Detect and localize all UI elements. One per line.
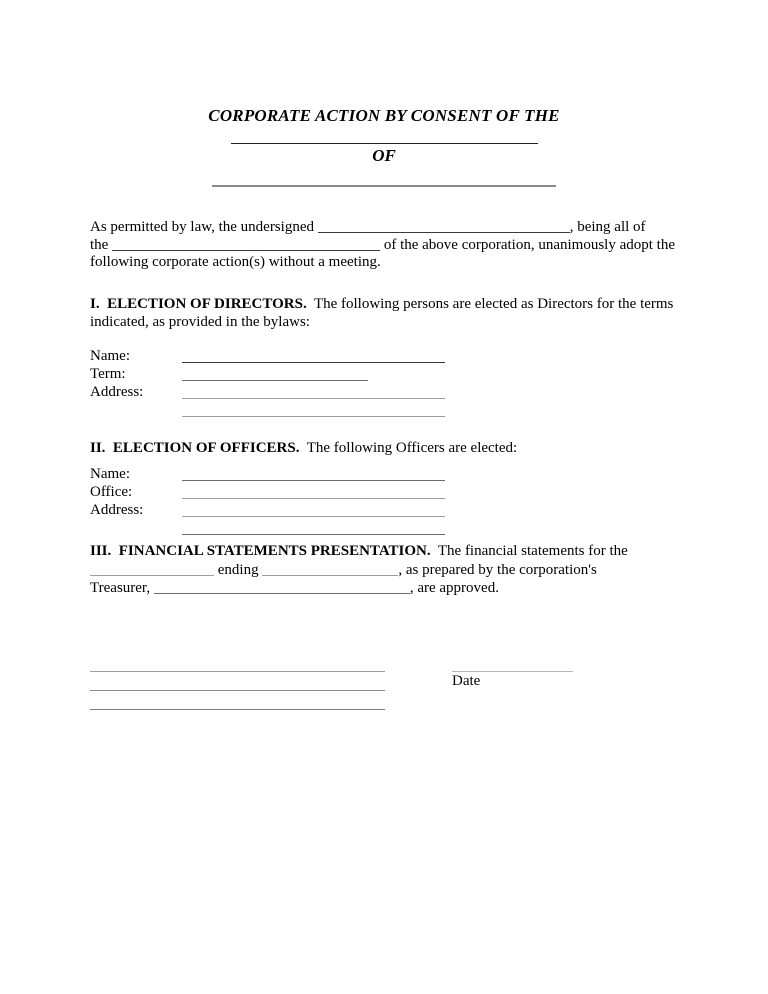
intro-text-1: As permitted by law, the undersigned xyxy=(90,219,318,235)
section-election-of-directors xyxy=(90,295,678,419)
field-label-empty xyxy=(90,519,182,537)
section2-heading-line xyxy=(90,439,678,457)
director-fields xyxy=(90,347,678,419)
section3-text-treasurer: Treasurer, xyxy=(90,580,154,596)
field-row-address-2 xyxy=(90,519,678,537)
intro-line-2 xyxy=(90,235,678,253)
signature-block xyxy=(90,654,678,710)
field-label-address: Address: xyxy=(90,384,144,400)
section3-text-prepared: , as prepared by the corporation's xyxy=(398,562,597,578)
intro-text-2: , being all of xyxy=(569,219,646,235)
section3-line-2 xyxy=(90,560,678,578)
field-label-empty xyxy=(90,401,182,419)
section1-heading: I. ELECTION OF DIRECTORS. xyxy=(90,296,307,312)
signature-blank-line-1 xyxy=(90,654,385,672)
section3-heading: III. FINANCIAL STATEMENTS PRESENTATION. xyxy=(90,543,431,559)
office-blank-line xyxy=(182,498,445,499)
field-label-name: Name: xyxy=(90,348,130,364)
title-of-undersigned-blank-line xyxy=(112,237,380,251)
signature-blank-line-2 xyxy=(90,672,385,691)
ending-date-blank-line xyxy=(262,562,398,576)
intro-line-3 xyxy=(90,253,678,271)
section2-heading: II. ELECTION OF OFFICERS. xyxy=(90,440,300,456)
section3-heading-line xyxy=(90,542,678,560)
field-label-office: Office: xyxy=(90,484,133,500)
intro-paragraph xyxy=(90,217,678,271)
period-blank-line xyxy=(90,562,214,576)
intro-text-4: of the above corporation, unanimously adopt the xyxy=(380,237,676,253)
name-blank-line xyxy=(182,362,445,363)
intro-line-1 xyxy=(90,217,678,235)
address-blank-line-2 xyxy=(182,534,445,535)
officer-fields xyxy=(90,465,678,537)
intro-text-5: following corporate action(s) without a meeting. xyxy=(90,254,381,270)
section1-heading-line xyxy=(90,295,678,313)
field-row-term xyxy=(90,365,678,383)
field-row-address xyxy=(90,383,678,401)
date-blank-line xyxy=(452,654,573,672)
document-title: CORPORATE ACTION BY CONSENT OF THE xyxy=(208,106,560,125)
address-blank-line xyxy=(182,398,445,399)
section1-lead2: indicated, as provided in the bylaws: xyxy=(90,314,310,330)
field-label-name: Name: xyxy=(90,466,130,482)
field-row-address xyxy=(90,501,678,519)
name-blank-line xyxy=(182,480,445,481)
section2-lead: The following Officers are elected: xyxy=(299,440,518,456)
corporation-name-blank-line xyxy=(231,143,538,144)
corporation-name-blank-line-2 xyxy=(212,185,556,187)
section3-text-ending: ending xyxy=(214,562,263,578)
field-row-name xyxy=(90,347,678,365)
treasurer-name-blank-line xyxy=(154,580,410,594)
section1-lead: The following persons are elected as Directors for the terms xyxy=(306,296,674,312)
date-label: Date xyxy=(452,673,481,689)
address-blank-line xyxy=(182,516,445,517)
field-row-office xyxy=(90,483,678,501)
intro-text-3: the xyxy=(90,237,113,253)
section3-text-approved: , are approved. xyxy=(409,580,499,596)
signature-lines xyxy=(90,654,385,710)
date-block xyxy=(452,654,573,710)
field-label-address: Address: xyxy=(90,502,144,518)
term-blank-line xyxy=(182,380,368,381)
signature-blank-line-3 xyxy=(90,691,385,710)
section-election-of-officers xyxy=(90,439,678,537)
section3-line-3 xyxy=(90,578,678,596)
undersigned-blank-line xyxy=(318,219,570,233)
section-financial-statements xyxy=(90,542,678,596)
field-label-term: Term: xyxy=(90,366,126,382)
field-row-address-2 xyxy=(90,401,678,419)
address-blank-line-2 xyxy=(182,416,445,417)
field-row-name xyxy=(90,465,678,483)
section3-lead: The financial statements for the xyxy=(430,543,628,559)
title-of: OF xyxy=(372,146,396,165)
section1-lead-line-2 xyxy=(90,313,678,331)
